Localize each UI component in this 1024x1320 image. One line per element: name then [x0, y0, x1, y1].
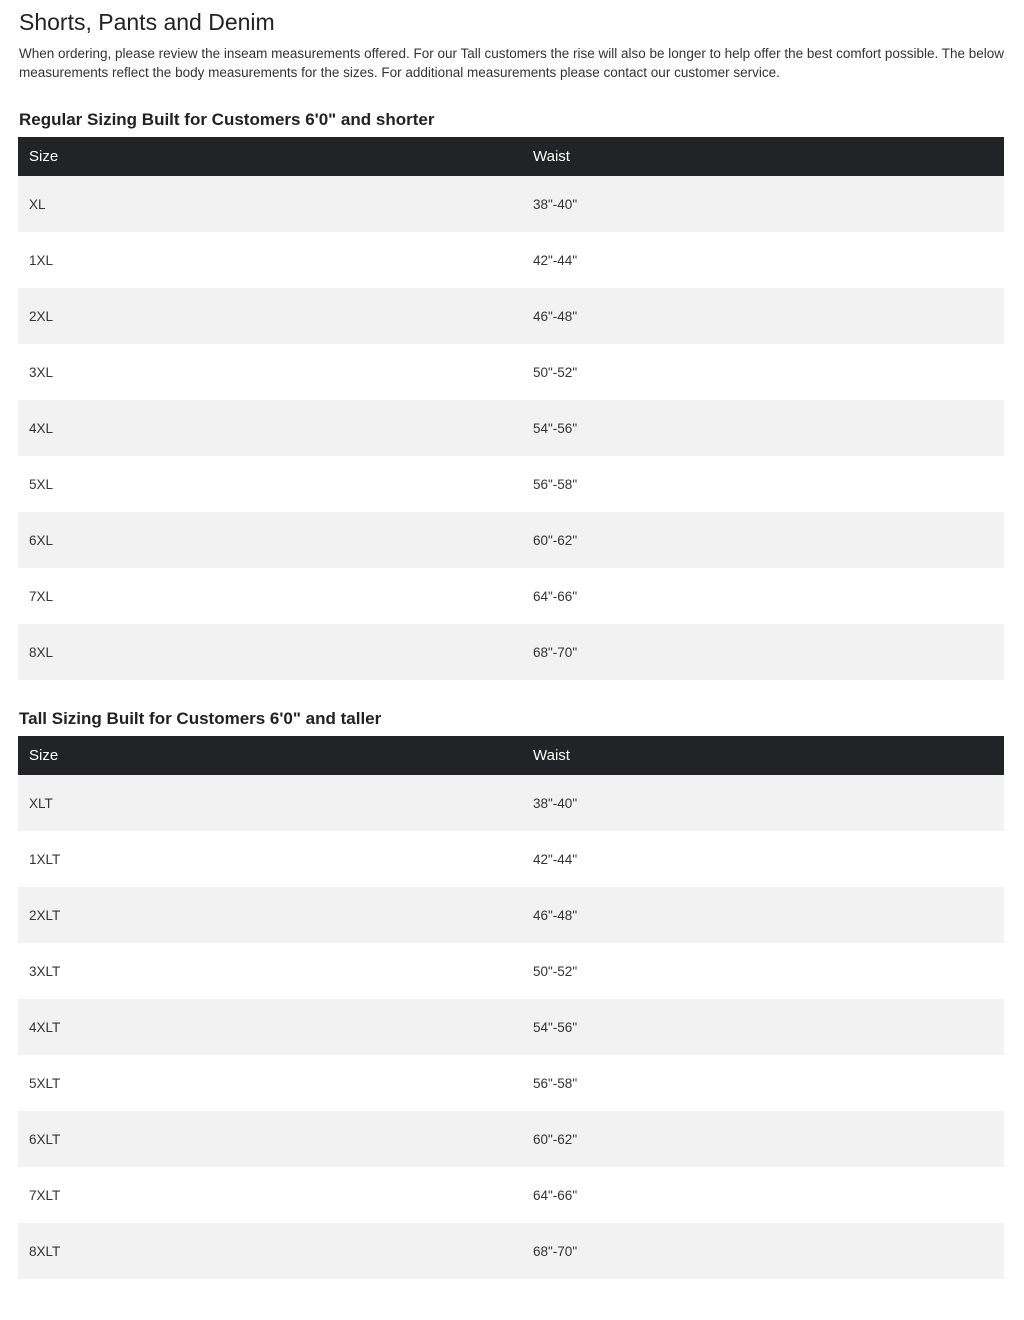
page-title: Shorts, Pants and Denim: [19, 9, 275, 35]
waist-cell: 38"-40": [529, 775, 1004, 831]
table-row: [18, 943, 1004, 999]
size-cell: 2XLT: [18, 887, 529, 943]
regular-size-table-body: [18, 176, 1004, 680]
size-cell: 5XLT: [18, 1055, 529, 1111]
table-row: [18, 887, 1004, 943]
size-cell: 2XL: [18, 288, 529, 344]
table-row: [18, 831, 1004, 887]
size-cell: 4XL: [18, 400, 529, 456]
table-header-row: [18, 137, 1004, 176]
size-cell: 8XL: [18, 624, 529, 680]
column-header-waist: Waist: [529, 736, 1004, 775]
waist-cell: 64"-66": [529, 1167, 1004, 1223]
size-cell: 1XLT: [18, 831, 529, 887]
size-cell: 1XL: [18, 232, 529, 288]
size-cell: 6XLT: [18, 1111, 529, 1167]
size-cell: XLT: [18, 775, 529, 831]
table-row: [18, 1111, 1004, 1167]
table-row: [18, 999, 1004, 1055]
tall-size-table: [18, 736, 1004, 1279]
waist-cell: 42"-44": [529, 831, 1004, 887]
size-cell: 4XLT: [18, 999, 529, 1055]
regular-sizing-heading-bold: Regular Sizing: [19, 110, 138, 129]
tall-size-table-body: [18, 775, 1004, 1279]
table-row: [18, 1167, 1004, 1223]
waist-cell: 46"-48": [529, 288, 1004, 344]
table-row: [18, 1055, 1004, 1111]
regular-sizing-heading: [19, 109, 434, 131]
waist-cell: 50"-52": [529, 344, 1004, 400]
table-row: [18, 232, 1004, 288]
table-row: [18, 512, 1004, 568]
column-header-size: Size: [18, 137, 529, 176]
table-row: [18, 624, 1004, 680]
table-row: [18, 775, 1004, 831]
table-row: [18, 1223, 1004, 1279]
waist-cell: 56"-58": [529, 456, 1004, 512]
size-cell: XL: [18, 176, 529, 232]
size-cell: 6XL: [18, 512, 529, 568]
waist-cell: 54"-56": [529, 400, 1004, 456]
table-row: [18, 456, 1004, 512]
tall-sizing-heading-bold: Tall Sizing: [19, 709, 102, 728]
table-header-row: [18, 736, 1004, 775]
size-cell: 5XL: [18, 456, 529, 512]
regular-sizing-heading-rest: Built for Customers 6'0" and shorter: [137, 110, 435, 129]
table-row: [18, 568, 1004, 624]
table-row: [18, 344, 1004, 400]
size-cell: 3XLT: [18, 943, 529, 999]
tall-sizing-heading-rest: Built for Customers 6'0" and taller: [101, 709, 382, 728]
column-header-size: Size: [18, 736, 529, 775]
column-header-waist: Waist: [529, 137, 1004, 176]
intro-paragraph: When ordering, please review the inseam measurements offered. For our Tall customers the rise will also be longer to help offer the best comfort possible. The below measurements reflect the body measurements for the sizes. For additional measurements please contact our customer service.: [19, 46, 1004, 80]
table-row: [18, 288, 1004, 344]
waist-cell: 60"-62": [529, 512, 1004, 568]
waist-cell: 54"-56": [529, 999, 1004, 1055]
table-row: [18, 400, 1004, 456]
waist-cell: 56"-58": [529, 1055, 1004, 1111]
waist-cell: 46"-48": [529, 887, 1004, 943]
table-row: [18, 176, 1004, 232]
waist-cell: 42"-44": [529, 232, 1004, 288]
tall-sizing-heading: [19, 708, 381, 730]
size-cell: 8XLT: [18, 1223, 529, 1279]
regular-size-table: [18, 137, 1004, 680]
waist-cell: 50"-52": [529, 943, 1004, 999]
waist-cell: 60"-62": [529, 1111, 1004, 1167]
waist-cell: 68"-70": [529, 624, 1004, 680]
size-cell: 3XL: [18, 344, 529, 400]
waist-cell: 68"-70": [529, 1223, 1004, 1279]
waist-cell: 64"-66": [529, 568, 1004, 624]
size-cell: 7XLT: [18, 1167, 529, 1223]
waist-cell: 38"-40": [529, 176, 1004, 232]
size-cell: 7XL: [18, 568, 529, 624]
